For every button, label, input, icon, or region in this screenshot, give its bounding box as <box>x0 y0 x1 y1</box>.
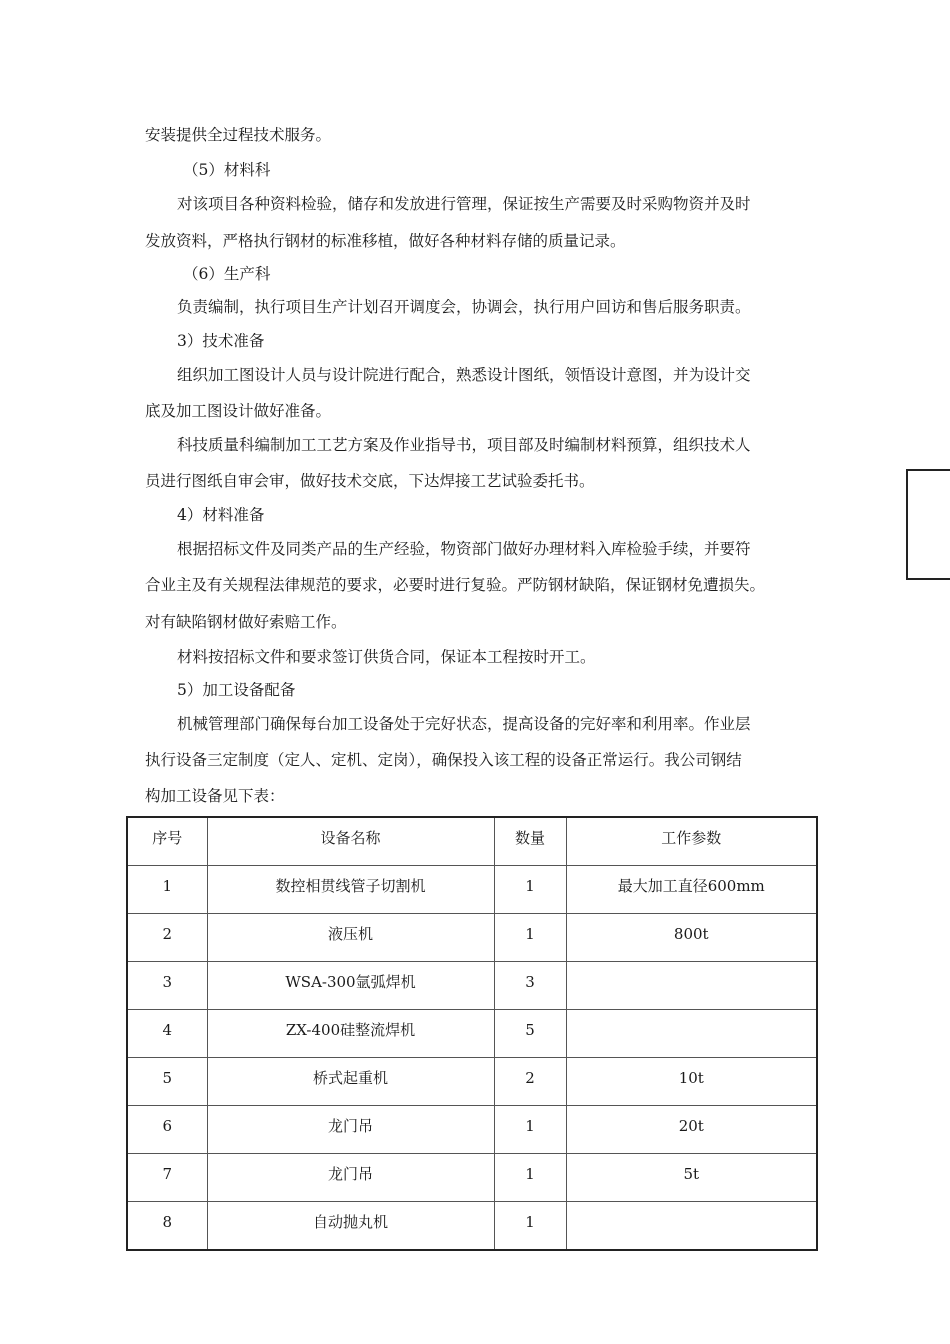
cell-param <box>566 962 817 1010</box>
paragraph-line: 对有缺陷钢材做好索赔工作。 <box>145 613 347 631</box>
cell-qty: 1 <box>494 1154 566 1202</box>
section-heading: 5）加工设备配备 <box>177 681 296 699</box>
cell-param: 20t <box>566 1106 817 1154</box>
header-cell-qty: 数量 <box>494 817 566 866</box>
paragraph-line: 材料按招标文件和要求签订供货合同，保证本工程按时开工。 <box>177 648 596 666</box>
equipment-table <box>126 816 818 1251</box>
header-cell-name: 设备名称 <box>207 817 494 866</box>
paragraph-line: 机械管理部门确保每台加工设备处于完好状态，提高设备的完好率和利用率。作业层 <box>177 715 751 733</box>
cell-param: 800t <box>566 914 817 962</box>
cell-name: 液压机 <box>207 914 494 962</box>
cell-name: 自动抛丸机 <box>207 1202 494 1251</box>
cell-name: 龙门吊 <box>207 1154 494 1202</box>
paragraph-line: 发放资料，严格执行钢材的标准移植，做好各种材料存储的质量记录。 <box>145 232 626 250</box>
table-row <box>127 1010 817 1058</box>
cell-no: 7 <box>127 1154 207 1202</box>
cell-param: 10t <box>566 1058 817 1106</box>
table-row <box>127 1154 817 1202</box>
header-cell-param: 工作参数 <box>566 817 817 866</box>
paragraph-line: 员进行图纸自审会审，做好技术交底，下达焊接工艺试验委托书。 <box>145 472 595 490</box>
paragraph-line: 底及加工图设计做好准备。 <box>145 402 332 420</box>
cell-param: 最大加工直径600mm <box>566 866 817 914</box>
cell-qty: 1 <box>494 1202 566 1251</box>
table-row <box>127 866 817 914</box>
paragraph-line: 组织加工图设计人员与设计院进行配合，熟悉设计图纸，领悟设计意图，并为设计交 <box>177 366 751 384</box>
table-row <box>127 914 817 962</box>
cell-no: 1 <box>127 866 207 914</box>
table-row <box>127 1202 817 1251</box>
header-cell-no: 序号 <box>127 817 207 866</box>
paragraph-line: 对该项目各种资料检验，储存和发放进行管理，保证按生产需要及时采购物资并及时 <box>177 195 751 213</box>
cell-qty: 2 <box>494 1058 566 1106</box>
cell-qty: 5 <box>494 1010 566 1058</box>
cell-no: 3 <box>127 962 207 1010</box>
cell-qty: 3 <box>494 962 566 1010</box>
cell-no: 2 <box>127 914 207 962</box>
cell-param <box>566 1202 817 1251</box>
paragraph-line: 根据招标文件及同类产品的生产经验，物资部门做好办理材料入库检验手续，并要符 <box>177 540 751 558</box>
cell-name: 数控相贯线管子切割机 <box>207 866 494 914</box>
paragraph-line: 科技质量科编制加工工艺方案及作业指导书，项目部及时编制材料预算，组织技术人 <box>177 436 751 454</box>
section-heading: 4）材料准备 <box>177 506 265 524</box>
cell-no: 4 <box>127 1010 207 1058</box>
section-heading: （5）材料科 <box>183 161 271 179</box>
cell-qty: 1 <box>494 1106 566 1154</box>
cell-param <box>566 1010 817 1058</box>
paragraph-line: 合业主及有关规程法律规范的要求，必要时进行复验。严防钢材缺陷，保证钢材免遭损失。 <box>145 576 766 594</box>
cell-qty: 1 <box>494 914 566 962</box>
table-row <box>127 1106 817 1154</box>
cell-no: 5 <box>127 1058 207 1106</box>
paragraph-line: 构加工设备见下表： <box>145 787 285 805</box>
section-heading: 3）技术准备 <box>177 332 265 350</box>
cell-name: WSA-300氩弧焊机 <box>207 962 494 1010</box>
paragraph-line: 安装提供全过程技术服务。 <box>145 126 332 144</box>
cell-qty: 1 <box>494 866 566 914</box>
cell-name: ZX-400硅整流焊机 <box>207 1010 494 1058</box>
cell-name: 桥式起重机 <box>207 1058 494 1106</box>
side-edge-tab <box>906 469 950 580</box>
cell-name: 龙门吊 <box>207 1106 494 1154</box>
cell-no: 6 <box>127 1106 207 1154</box>
cell-param: 5t <box>566 1154 817 1202</box>
table-row <box>127 962 817 1010</box>
table-header-row <box>127 817 817 866</box>
section-heading: （6）生产科 <box>183 265 271 283</box>
paragraph-line: 负责编制，执行项目生产计划召开调度会，协调会，执行用户回访和售后服务职责。 <box>177 298 751 316</box>
cell-no: 8 <box>127 1202 207 1251</box>
table-row <box>127 1058 817 1106</box>
paragraph-line: 执行设备三定制度（定人、定机、定岗），确保投入该工程的设备正常运行。我公司钢结 <box>145 751 742 769</box>
